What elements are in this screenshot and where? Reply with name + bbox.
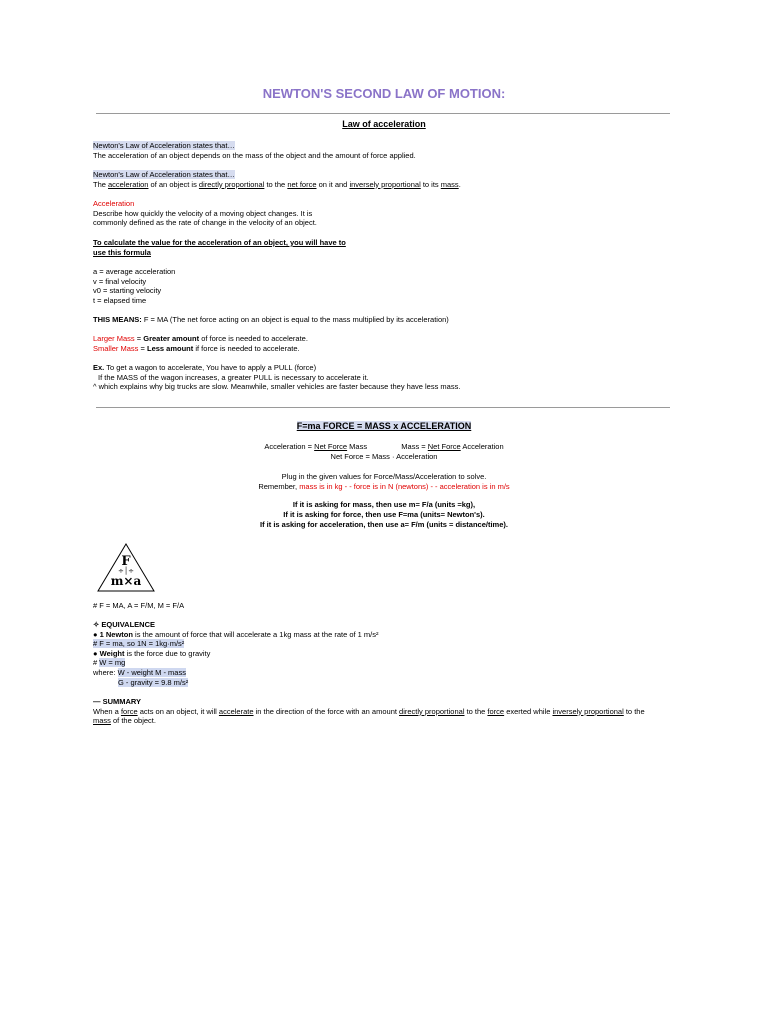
weight-term: Weight: [99, 648, 125, 658]
term-net-force: Net Force: [314, 442, 348, 451]
larger-mass-label: Larger Mass: [93, 334, 135, 343]
section-heading-fma: [0, 421, 768, 432]
text-run: When a: [93, 706, 121, 716]
text-run: if force is needed to accelerate.: [193, 343, 300, 353]
text-run: =: [134, 334, 144, 343]
var-t: t = elapsed time: [93, 295, 147, 305]
newton-definition: is the amount of force that will accelerate a 1kg mass at the rate of 1 m/s²: [132, 629, 379, 639]
ask-force: If it is asking for force, then use F=ma (units= Newton's).: [283, 510, 485, 519]
text-run: The: [93, 179, 109, 189]
text-run: #: [93, 658, 100, 668]
force-triangle-diagram: [96, 543, 156, 593]
text-run: in the direction of the force with an amount: [253, 706, 400, 716]
example-line-1: To get a wagon to accelerate, You have to apply a PULL (force): [104, 363, 317, 372]
newton-term: 1 Newton: [99, 629, 133, 639]
term-accelerate: accelerate: [218, 706, 254, 716]
this-means-line: [93, 315, 673, 325]
this-means-text: F = MA (The net force acting on an object is equal to the mass multiplied by its acceleration): [141, 315, 449, 324]
term-mass: mass: [440, 179, 459, 189]
intro-block-2: [93, 170, 673, 189]
text-run: to the: [264, 179, 288, 189]
equivalence-label: ✧ EQUIVALENCE: [93, 620, 155, 629]
equivalence-block: [93, 620, 673, 687]
where-weight-mass: W - weight M - mass: [117, 667, 186, 677]
units-reminder: mass is in kg - - force is in N (newtons) - - acceleration is in m/s: [299, 482, 510, 491]
term-net-force: Net Force: [427, 442, 461, 451]
smaller-mass-label: Smaller Mass: [93, 343, 139, 353]
summary-block: [93, 697, 673, 726]
net-force-equation: Net Force = Mass · Acceleration: [330, 452, 438, 461]
formula-line-1: To calculate the value for the acceleration of an object, you will have to: [93, 238, 346, 247]
w-mg-equation: W = mg: [99, 658, 126, 668]
acceleration-label: Acceleration: [93, 199, 135, 208]
bullet-icon: ●: [93, 648, 100, 658]
where-gravity: G - gravity = 9.8 m/s²: [118, 677, 189, 687]
divider-top: [96, 113, 670, 114]
variable-list: [93, 267, 673, 305]
ask-acceleration: If it is asking for acceleration, then use a= F/m (units = distance/time).: [260, 520, 508, 529]
term-directly-proportional: directly proportional: [198, 179, 265, 189]
equations-row: [0, 442, 768, 462]
term-net-force: net force: [287, 179, 317, 189]
triangle-f: F: [121, 554, 131, 569]
text-run: of an object is: [148, 179, 199, 189]
plug-text: Plug in the given values for Force/Mass/Acceleration to solve.: [281, 472, 487, 481]
triangle-divider: ÷│÷: [118, 567, 134, 575]
example-line-2: If the MASS of the wagon increases, a greater PULL is necessary to accelerate it.: [98, 372, 369, 382]
term-force: force: [487, 706, 505, 716]
term-inversely-proportional: inversely proportional: [552, 706, 624, 716]
example-line-3: ^ which explains why big trucks are slow. Meanwhile, smaller vehicles are faster because they have less mass.: [93, 382, 461, 392]
this-means-label: THIS MEANS:: [93, 315, 142, 324]
text-run: Remember,: [258, 482, 300, 491]
example-label: Ex.: [93, 363, 105, 372]
text-run: .: [458, 179, 461, 189]
var-a: a = average acceleration: [93, 267, 176, 276]
weight-definition: is the force due to gravity: [124, 648, 211, 658]
text-run: where:: [93, 667, 118, 677]
summary-label: — SUMMARY: [93, 697, 142, 706]
var-v: v = final velocity: [93, 276, 147, 286]
formula-line-2: use this formula: [93, 247, 151, 257]
text-run: Acceleration =: [264, 442, 315, 451]
section-heading-law: [0, 119, 768, 130]
term-inversely-proportional: inversely proportional: [349, 179, 421, 189]
text-run: to the: [623, 706, 645, 716]
example-block: [93, 363, 673, 392]
intro-text-1: The acceleration of an object depends on the mass of the object and the amount of force applied.: [93, 150, 416, 160]
mass-comparison: [93, 334, 673, 353]
f-ma-equation: # F = ma, so 1N = 1kg·m/s²: [93, 639, 185, 649]
greater-amount: Greater amount: [143, 334, 200, 343]
term-force: force: [120, 706, 138, 716]
term-directly-proportional: directly proportional: [399, 706, 465, 716]
law-of-acceleration-heading: Law of acceleration: [342, 119, 426, 129]
acceleration-line-2: commonly defined as the rate of change in the velocity of an object.: [93, 218, 317, 228]
text-run: of force is needed to accelerate.: [199, 334, 308, 343]
bullet-icon: ●: [93, 629, 100, 639]
text-run: Mass =: [401, 442, 428, 451]
text-run: Mass: [347, 442, 368, 451]
intro-label-1: Newton's Law of Acceleration states that…: [93, 141, 235, 150]
acceleration-definition: [93, 199, 673, 228]
text-run: on it and: [316, 179, 350, 189]
text-run: acts on an object, it will: [137, 706, 219, 716]
acceleration-line-1: Describe how quickly the velocity of a moving object changes. It is: [93, 208, 313, 218]
var-v0: v0 = starting velocity: [93, 286, 162, 296]
text-run: Acceleration: [460, 442, 504, 451]
ask-mass: If it is asking for mass, then use m= F/a (units =kg),: [292, 500, 476, 509]
text-run: =: [138, 343, 147, 353]
intro-label-2: Newton's Law of Acceleration states that…: [93, 170, 235, 179]
intro-block-1: [93, 141, 673, 160]
fma-heading: F=ma FORCE = MASS x ACCELERATION: [296, 421, 472, 431]
formula-summary: # F = MA, A = F/M, M = F/A: [93, 601, 185, 610]
less-amount: Less amount: [147, 343, 194, 353]
asking-block: [0, 500, 768, 530]
divider-middle: [96, 407, 670, 408]
text-run: exerted while: [504, 706, 553, 716]
triangle-m-a: m×a: [110, 574, 142, 588]
term-mass: mass: [93, 716, 111, 726]
text-run: to its: [420, 179, 441, 189]
formula-instruction: [93, 238, 673, 257]
term-acceleration: acceleration: [108, 179, 149, 189]
text-run: of the object.: [110, 716, 156, 726]
text-run: to the: [464, 706, 488, 716]
page-title: NEWTON'S SECOND LAW OF MOTION:: [262, 86, 506, 101]
plug-block: [0, 472, 768, 492]
